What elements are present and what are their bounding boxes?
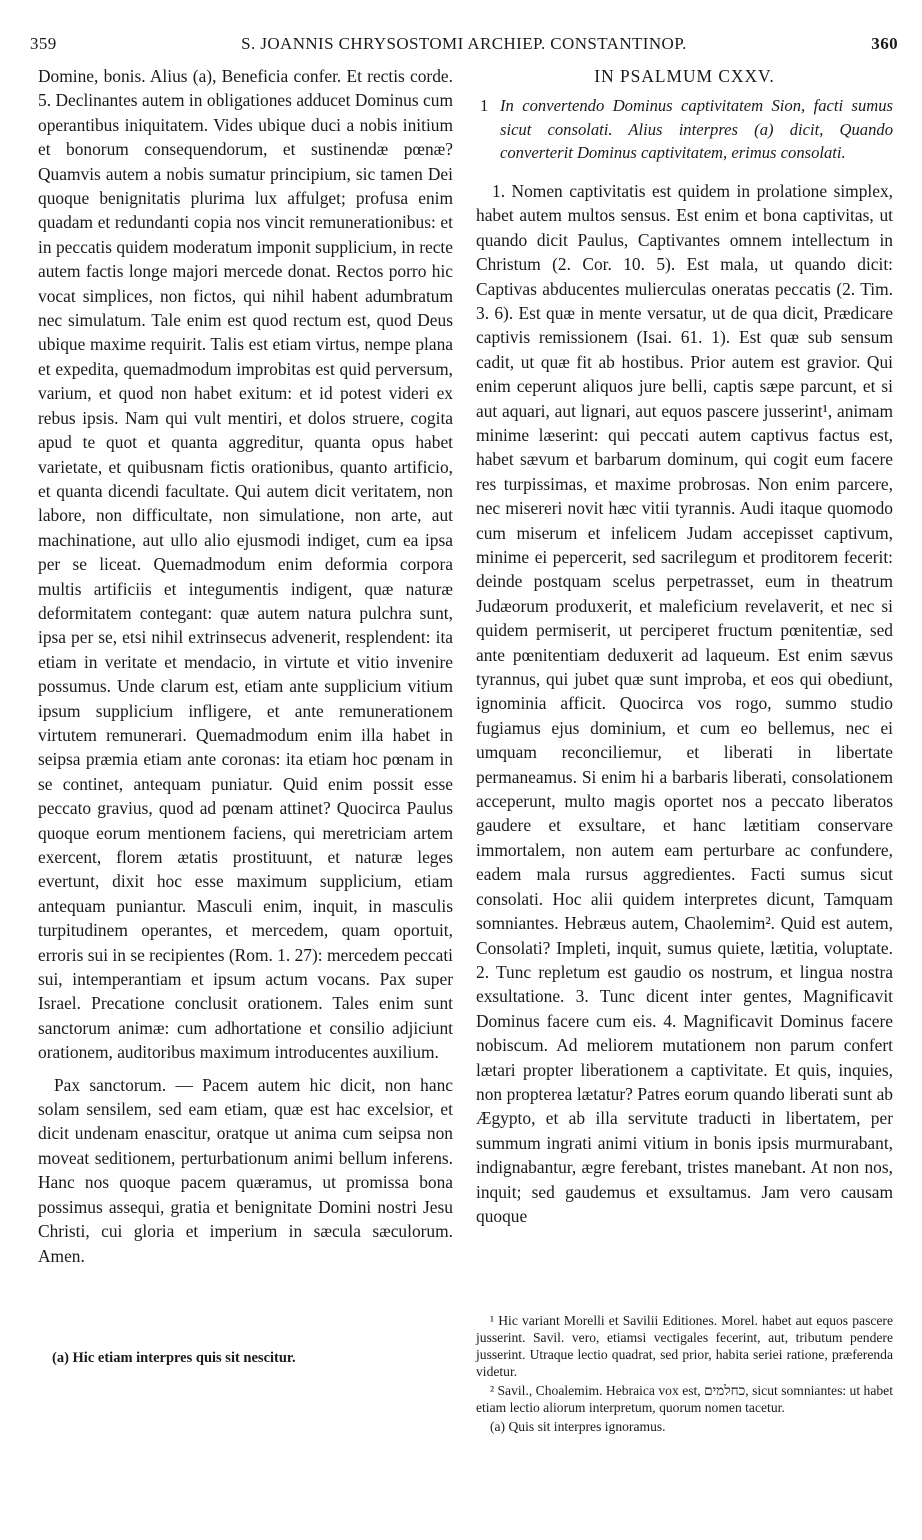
left-paragraph-1: Domine, bonis. Alius (a), Beneficia confer. Et rectis corde. 5. Declinantes autem in obligationes adducet Dominus cum operantibus iniquitatem. Vides ubique duci a nobis initium et bonorum consequendorum, et sustinendæ pœnæ? Quamvis autem a nobis sumatur principium, sic tamen Dei quoque benignitatis plurima lux affulget; profusa enim quadam et redundanti copia nos vincit remunerationibus: et in peccatis quidem moderatum imponit supplicium, in recte autem factis longe majori mercede donat. Rectos porro hic vocat simplices, non fictos, qui nihil habent adumbratum nec simulatum. Tale enim est quod rectum est, quod Deus ubique maxime requirit. Talis est etiam virtus, nempe plana et expedita, quemadmodum improbitas est quid perversum, varium, et quod non habet exitum: et id potest videri ex rebus ipsis. Nam qui vult mentiri, et dolos struere, cogita apud te quot et quanta aggreditur, quanta opus habet varietate, et quibusnam fictis orationibus, quanto artificio, et quanta dicendi facultate. Qui autem dicit veritatem, non labore, non difficultate, non simulatione, non arte, aut machinatione, aut ullo alio ejusmodi indiget, cum ea ipsa per se liceat. Quemadmodum enim deformia corpora multis artificiis et integumentis indigent, quæ naturæ deformitatem contegant: quæ autem natura pulchra sunt, ipsa per se, etsi nihil extrinsecus advenerit, resplendent: ita etiam in veritate et mendacio, in virtute et vitio invenire possumus. Unde clarum est, etiam ante supplicium vitium ipsum supplicium infligere, et ante remunerationem virtutem remunerari. Quemadmodum enim illa habet in seipsa præmia etiam ante coronas: ita etiam hoc pœnam in se continet, antequam puniatur. Quid enim possit esse peccato gravius, quod ad pœnam attinet? Quocirca Paulus quoque eorum mentionem faciens, qui meretriciam artem exercent, florem ætatis prostituunt, et naturæ leges evertunt, dixit hoc esse maximum supplicium, etiam antequam puniantur. Masculi enim, inquit, in masculis turpitudinem operantes, et mercedem, quam oportuit, erroris sui in se recipientes (Rom. 1. 27): mercedem peccati sui, intemperantiam et ipsum actum vocans. Pax super Israel. Precatione conclusit orationem. Tales enim sunt sanctorum animæ: cum adhortatione et consilio adjiciunt orationem, auditoribus maximum introducentes auxilium.: [38, 66, 453, 1063]
running-title: S. JOANNIS CHRYSOSTOMI ARCHIEP. CONSTANTINOP.: [241, 34, 687, 53]
running-header: [30, 34, 898, 60]
right-paragraph-1: 1. Nomen captivitatis est quidem in prolatione simplex, habet autem multos sensus. Est enim et bona captivitas, ut quando dicit Paulus, Captivantes omnem intellectum in Christum (2. Cor. 10. 5). Est mala, ut quando dicit: Captivas abducentes mulierculas oneratas peccatis (2. Tim. 3. 6). Est quæ in mente versatur, ut de qua dicit, Prædicare captivis remissionem (Isai. 61. 1). Est quæ sub sensum cadit, ut quæ fit ab hostibus. Prior autem est gravior. Qui enim ceperunt aliquos jure belli, captis sæpe parcunt, et si aut aquari, aut lignari, aut equos pascere jusserint¹, animam minime læserint: qui peccati autem captivus factus est, habet sævum et barbarum dominum, qui cogit eum facere res turpissimas, et maxime probrosas. Non enim parcere, nec misereri novit hæc vitii tyrannis. Audi itaque quomodo cum miserum et infelicem Judam accepisset captivum, minime ei pepercerit, sed sacrilegum et proditorem fecerit: deinde postquam scelus perpetrasset, eum in theatrum Judæorum produxerit, et maleficium revelaverit, et nec si quidem permiserit, ut perciperet fructum pœnitentiæ, sed ante pœnitentiam deduxerit ad laqueum. Est enim sævus tyrannus, qui jubet quæ sunt improba, et eos qui obediunt, ignominia afficit. Quocirca vos rogo, summo studio fugiamus ejus dominium, et cum eo bellemus, nec ei umquam reconciliemur, et liberati in libertate permaneamus. Si enim hi a barbaris liberati, consolationem acceperunt, multo magis oportet nos a peccato liberatos gaudere et exsultare, et hanc lætitiam conservare immortalem, non autem eam perturbare ac confundere, eadem mala rursus aggredientes. Facti sumus sicut consolati. Hoc alii quidem interpretes dicunt, Tamquam somniantes. Hebræus autem, Chaolemim². Quid est autem, Consolati? Impleti, inquit, sumus quiete, lætitia, voluptate. 2. Tunc repletum est gaudio os nostrum, et lingua nostra exsultatione. 3. Tunc dicent inter gentes, Magnificavit Dominus facere cum eis. 4. Magnificavit Dominus facere nobiscum. Ad meliorem mutationem non parum confert lætari propter liberationem a captivitate. Et quis, inquies, non propterea lætatur? Patres eorum quando liberati sunt ab Ægypto, et ab illa servitute traducti in libertatem, per summum ingrati animi vitium in bonis ipsis murmurabant, indignabantur, ægre ferebant, tristes manebant. At non nos, inquit; sed gaudemus et exsultamus. Jam vero causam quoque: [476, 180, 893, 1226]
left-column: [38, 64, 453, 1268]
footnote-a: (a) Quis sit interpres ignoramus.: [490, 1419, 666, 1434]
psalm-verse: [476, 94, 893, 165]
verse-text: In convertendo Dominus captivitatem Sion, facti sumus sicut consolati. Alius interpres (a) dicit, Quando converterit Dominus captivitatem, erimus consolati.: [500, 96, 893, 163]
footnote-1: ¹ Hic variant Morelli et Savilii Editiones. Morel. habet aut equos pascere jusserint. Savil. vero, etiamsi vectigales fecerint, aut, tributum pendere jusserint. Utraque lectio quadrat, sed prior, habita seriei ratione, præferenda videtur.: [476, 1313, 893, 1379]
page-number-right: 360: [871, 34, 898, 53]
page-number-left: 359: [30, 34, 57, 53]
left-paragraph-2: Pax sanctorum. — Pacem autem hic dicit, non hanc solam sensilem, sed eam etiam, quæ est hac excelsior, et dicit undenam enascitur, oratque ut anima cum seipsa non moveat seditionem, perturbationum animi bellum inferens. Hanc nos quoque pacem quæramus, ut promissa bona possimus assequi, gratia et benignitate Domini nostri Jesu Christi, cui gloria et imperium in sæcula sæculorum. Amen.: [38, 1074, 453, 1266]
footnotes: [476, 1312, 893, 1437]
right-column: [476, 64, 893, 1228]
psalm-title: IN PSALMUM CXXV.: [594, 66, 775, 86]
left-column-note: (a) Hic etiam interpres quis sit nescitur.: [52, 1350, 296, 1366]
verse-number: 1: [480, 96, 489, 116]
footnote-2: ² Savil., Choalemim. Hebraica vox est, כחלמים, sicut somniantes: ut habet etiam lectio aliorum interpretum, quorum nomen tacetur.: [476, 1383, 893, 1415]
